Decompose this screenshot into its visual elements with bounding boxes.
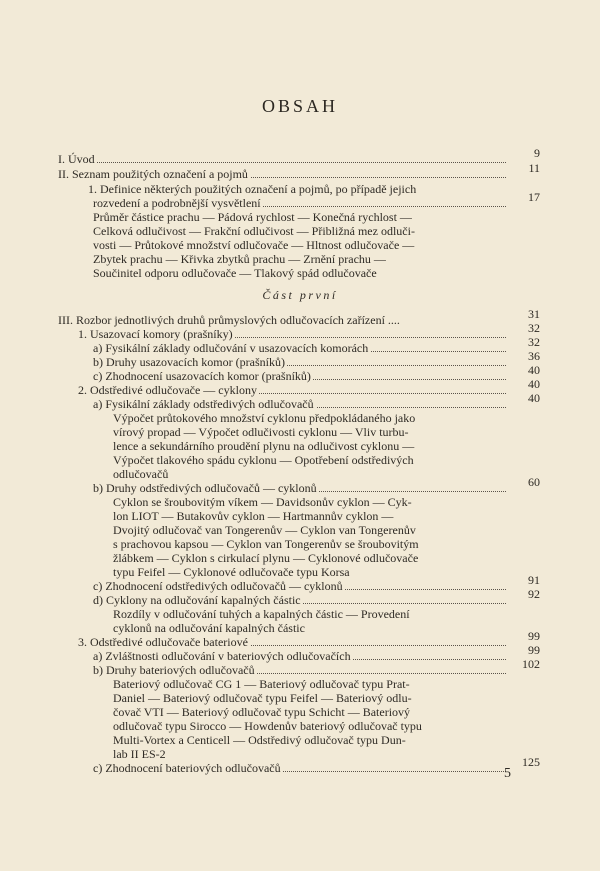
toc-entry bbox=[58, 152, 506, 166]
toc-entry bbox=[113, 677, 506, 691]
toc-entry bbox=[93, 649, 506, 663]
toc-entry-text: s prachovou kapsou — Cyklon van Tongerenův se šroubovitým bbox=[113, 537, 419, 551]
toc-entry-text: Cyklon se šroubovitým víkem — Davidsonův cyklon — Cyk- bbox=[113, 495, 412, 509]
toc-entry-text: rozvedení a podrobnější vysvětlení bbox=[93, 196, 261, 210]
toc-entry bbox=[78, 383, 506, 397]
toc-entry bbox=[93, 579, 506, 593]
toc-entry bbox=[88, 182, 506, 196]
dot-leader bbox=[58, 162, 506, 163]
toc-entry-text: a) Fysikální základy odlučování v usazovacích komorách bbox=[93, 341, 369, 355]
toc-entry bbox=[113, 411, 506, 425]
toc-entry-text: b) Druhy bateriových odlučovačů bbox=[93, 663, 255, 677]
toc-page-number: 125 bbox=[522, 755, 540, 769]
toc-entry-text: čovač VTI — Bateriový odlučovač typu Schicht — Bateriový bbox=[113, 705, 411, 719]
toc-entry-text: Výpočet průtokového množství cyklonu předpokládaného jako bbox=[113, 411, 416, 425]
toc-entry bbox=[113, 747, 506, 761]
toc-entry bbox=[58, 313, 506, 327]
toc-page-number: 9 bbox=[534, 146, 540, 160]
toc-entry-text: žlábkem — Cyklon s cirkulací plynu — Cyklonové odlučovače bbox=[113, 551, 419, 565]
toc-entry-text: 3. Odstředivé odlučovače bateriové bbox=[78, 635, 248, 649]
toc-page-number: 102 bbox=[522, 657, 540, 671]
toc-entry bbox=[93, 266, 506, 280]
toc-page-number: 17 bbox=[528, 190, 540, 204]
toc-entry-text: vosti — Průtokové množství odlučovače — Hltnost odlučovače — bbox=[93, 238, 415, 252]
toc-entry bbox=[113, 551, 506, 565]
toc-page-number: 91 bbox=[528, 573, 540, 587]
page-title: OBSAH bbox=[261, 96, 338, 116]
toc-entry-text: Průměr částice prachu — Pádová rychlost — Konečná rychlost — bbox=[93, 210, 412, 224]
toc-entry-text: odlučovač typu Sirocco — Howdenův bateriový odlučovač typu bbox=[113, 719, 422, 733]
toc-entry-text: odlučovačů bbox=[113, 467, 169, 481]
toc-entry bbox=[113, 453, 506, 467]
toc-entry bbox=[113, 509, 506, 523]
toc-entry bbox=[93, 369, 506, 383]
toc-entry-text: c) Zhodnocení odstředivých odlučovačů — cyklonů bbox=[93, 579, 343, 593]
toc-entry bbox=[113, 439, 506, 453]
toc-entry-text: Bateriový odlučovač CG 1 — Bateriový odlučovač typu Prat- bbox=[113, 677, 410, 691]
toc-entry bbox=[78, 327, 506, 341]
toc-entry bbox=[78, 635, 506, 649]
toc-entry bbox=[113, 495, 506, 509]
toc-entry-text: cyklonů na odlučování kapalných částic bbox=[113, 621, 305, 635]
toc-entry bbox=[113, 705, 506, 719]
toc-page-number: 36 bbox=[528, 349, 540, 363]
toc-entry-text: Dvojitý odlučovač van Tongerenův — Cyklon van Tongerenův bbox=[113, 523, 416, 537]
page-number: 5 bbox=[504, 766, 511, 781]
toc-entry-text: d) Cyklony na odlučování kapalných částic bbox=[93, 593, 301, 607]
toc-entry-text: Daniel — Bateriový odlučovač typu Feifel — Bateriový odlu- bbox=[113, 691, 412, 705]
part-heading: Část první bbox=[262, 288, 338, 302]
toc-entry-text: b) Druhy usazovacích komor (prašníků) bbox=[93, 355, 285, 369]
toc-entry-text: lence a sekundárního proudění plynu na odlučivost cyklonu — bbox=[113, 439, 415, 453]
toc-page-number: 40 bbox=[528, 363, 540, 377]
toc-entry-text: I. Úvod bbox=[58, 152, 95, 166]
toc-entry bbox=[93, 196, 506, 210]
toc-page-number: 32 bbox=[528, 335, 540, 349]
toc-entry bbox=[113, 565, 506, 579]
toc-entry-text: III. Rozbor jednotlivých druhů průmyslových odlučovacích zařízení .... bbox=[58, 313, 400, 327]
toc-entry-text: Zbytek prachu — Křivka zbytků prachu — Zrnění prachu — bbox=[93, 252, 386, 266]
toc-page-number: 99 bbox=[528, 643, 540, 657]
toc-entry-text: Multi-Vortex a Centicell — Odstředivý odlučovač typu Dun- bbox=[113, 733, 406, 747]
toc-entry bbox=[93, 238, 506, 252]
toc-entry-text: c) Zhodnocení bateriových odlučovačů bbox=[93, 761, 281, 775]
toc-entry-text: a) Zvláštnosti odlučování v bateriových odlučovačích bbox=[93, 649, 351, 663]
toc-entry bbox=[113, 691, 506, 705]
toc-entry bbox=[93, 593, 506, 607]
toc-entry-text: lab II ES-2 bbox=[113, 747, 166, 761]
toc-entry bbox=[113, 425, 506, 439]
toc-entry bbox=[113, 467, 506, 481]
toc-entry-text: Součinitel odporu odlučovače — Tlakový spád odlučovače bbox=[93, 266, 377, 280]
toc-entry-text: typu Feifel — Cyklonové odlučovače typu Korsa bbox=[113, 565, 350, 579]
toc-entry bbox=[113, 537, 506, 551]
toc-entry-text: Rozdíly v odlučování tuhých a kapalných částic — Provedení bbox=[113, 607, 410, 621]
toc-entry-text: II. Seznam použitých označení a pojmů bbox=[58, 167, 248, 181]
toc-entry bbox=[113, 719, 506, 733]
toc-page-number: 40 bbox=[528, 391, 540, 405]
toc-page-number: 32 bbox=[528, 321, 540, 335]
toc-page-number: 11 bbox=[528, 161, 540, 175]
toc-entry bbox=[93, 252, 506, 266]
toc-entry bbox=[93, 224, 506, 238]
toc-entry bbox=[113, 733, 506, 747]
toc-page-number: 60 bbox=[528, 475, 540, 489]
toc-entry-text: 1. Usazovací komory (prašníky) bbox=[78, 327, 233, 341]
toc-entry bbox=[93, 355, 506, 369]
toc-entry bbox=[93, 663, 506, 677]
toc-entry-text: a) Fysikální základy odstředivých odlučovačů bbox=[93, 397, 314, 411]
toc-entry-text: Celková odlučivost — Frakční odlučivost — Přibližná mez odluči- bbox=[93, 224, 415, 238]
toc-page-number: 31 bbox=[528, 307, 540, 321]
toc-entry bbox=[113, 621, 506, 635]
toc-page-number: 40 bbox=[528, 377, 540, 391]
toc-entry-text: 2. Odstředivé odlučovače — cyklony bbox=[78, 383, 257, 397]
toc-entry bbox=[113, 607, 506, 621]
toc-entry bbox=[93, 210, 506, 224]
toc-entry bbox=[93, 761, 506, 775]
toc-entry bbox=[58, 167, 506, 181]
toc-entry-text: c) Zhodnocení usazovacích komor (prašníků) bbox=[93, 369, 311, 383]
toc-entry bbox=[93, 397, 506, 411]
toc-entry-text: Výpočet tlakového spádu cyklonu — Opotřebení odstředivých bbox=[113, 453, 414, 467]
toc-entry-text: 1. Definice některých použitých označení a pojmů, po případě jejich bbox=[88, 182, 417, 196]
toc-entry-text: lon LIOT — Butakovův cyklon — Hartmannův cyklon — bbox=[113, 509, 394, 523]
toc-entry bbox=[113, 523, 506, 537]
toc-page-number: 92 bbox=[528, 587, 540, 601]
toc-entry bbox=[93, 341, 506, 355]
toc-page-number: 99 bbox=[528, 629, 540, 643]
toc-entry-text: b) Druhy odstředivých odlučovačů — cyklonů bbox=[93, 481, 317, 495]
toc-entry bbox=[93, 481, 506, 495]
toc-entry-text: vírový propad — Výpočet odlučivosti cyklonu — Vliv turbu- bbox=[113, 425, 409, 439]
